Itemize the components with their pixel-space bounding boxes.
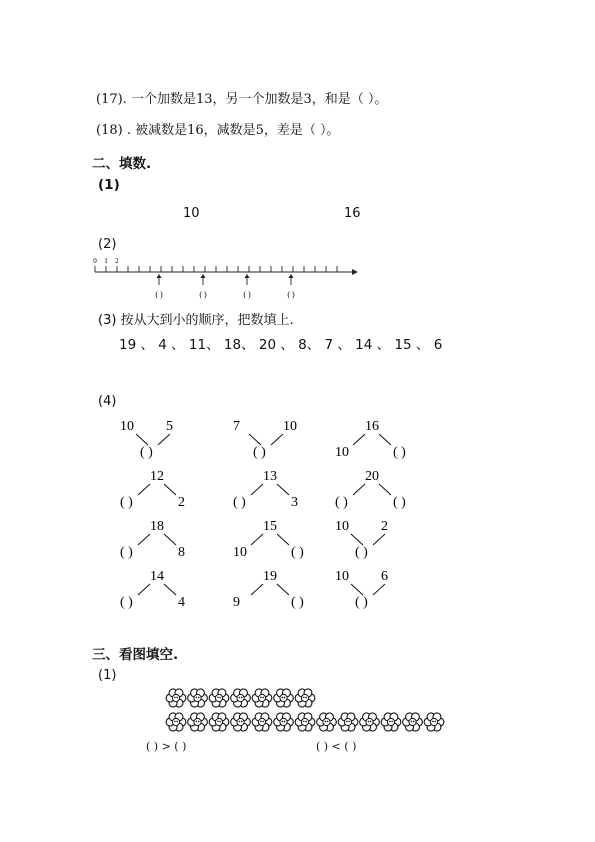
tree-branch [138,484,150,495]
number-tree [120,568,240,618]
flower-icon [166,689,186,707]
tree-right: ( ) [393,495,406,510]
question-17: (17). 一个加数是13，另一个加数是3，和是（ ）。 [96,92,388,107]
tree-part-a: 7 [233,419,240,434]
tree-branch [379,434,391,445]
tree-part-b: 10 [283,419,297,434]
tree-branch [277,584,289,595]
tree-result-blank: ( ) [355,595,368,610]
tree-branch [136,434,148,445]
flower-icon [252,713,272,731]
tree-branch [251,534,263,545]
flower-icon [252,689,272,707]
tree-result-blank: ( ) [140,445,153,460]
flower-icon [188,713,208,731]
number-line-pointer-head [201,274,206,278]
number-line-blank: ( ) [287,290,295,299]
tree-left: ( ) [120,595,133,610]
tree-top: 18 [150,519,164,534]
flower-icon [209,689,229,707]
tree-top: 20 [365,469,379,484]
tree-branch [158,434,170,445]
tree-right: 4 [178,595,185,610]
number-tree [120,418,240,468]
part-1-right-number: 16 [344,206,361,221]
tree-branch [353,484,365,495]
tree-right: 2 [178,495,185,510]
number-tree [335,468,455,518]
number-line-pointer-head [289,274,294,278]
tree-branch [373,584,385,595]
tree-branch [351,584,363,595]
number-line-pointer-head [245,274,250,278]
section-3-heading: 三、看图填空. [92,647,179,663]
flower-icon [295,713,315,731]
number-line-blank: ( ) [243,290,251,299]
number-tree [335,568,455,618]
part-1-left-number: 10 [183,206,200,221]
tree-left: ( ) [120,495,133,510]
tree-branch [379,484,391,495]
flower-icon [274,689,294,707]
compare-less: ( ) < ( ) [316,740,357,753]
tree-left: 10 [233,545,247,560]
tree-left: ( ) [233,495,246,510]
tree-left: 10 [335,445,349,460]
number-line-blank: ( ) [199,290,207,299]
flower-icon [295,689,315,707]
number-line-pointer-head [157,274,162,278]
tree-part-b: 6 [381,569,388,584]
tree-branch [164,534,176,545]
number-line-arrowhead [352,269,358,275]
tree-result-blank: ( ) [253,445,266,460]
tree-branch [138,534,150,545]
part-3-numbers: 19 、 4 、 11、 18、 20 、 8、 7 、 14 、 15 、 6 [119,337,443,353]
tree-part-b: 2 [381,519,388,534]
tree-branch [277,534,289,545]
compare-greater: ( ) > ( ) [146,740,187,753]
tree-branch [277,484,289,495]
tree-top: 14 [150,569,164,584]
flower-icon [360,713,380,731]
flower-icon [231,713,251,731]
part-3-label: (3) 按从大到小的顺序，把数填上. [98,313,294,328]
question-18: (18) . 被减数是16，减数是5，差是（ ）。 [96,123,340,138]
tree-branch [249,434,261,445]
number-line-tick-label: 1 [104,257,108,265]
tree-left: ( ) [120,545,133,560]
tree-top: 15 [263,519,277,534]
flower-icon [338,713,358,731]
number-line-blank: ( ) [155,290,163,299]
tree-top: 12 [150,469,164,484]
tree-branch [351,534,363,545]
tree-left: ( ) [335,495,348,510]
tree-right: ( ) [291,545,304,560]
flower-icon [166,713,186,731]
tree-right: 3 [291,495,298,510]
number-tree [335,518,455,568]
tree-branch [251,584,263,595]
number-tree [120,518,240,568]
flower-icon [209,713,229,731]
tree-right: ( ) [393,445,406,460]
tree-top: 16 [365,419,379,434]
number-line-tick-label: 2 [115,257,119,265]
part-2-label: (2) [98,237,117,252]
tree-right: ( ) [291,595,304,610]
flower-icon [381,713,401,731]
tree-result-blank: ( ) [355,545,368,560]
tree-branch [138,584,150,595]
section-2-heading: 二、填数. [92,156,152,172]
flower-icon [317,713,337,731]
tree-left: 9 [233,595,240,610]
tree-branch [164,484,176,495]
number-tree [335,418,455,468]
tree-top: 13 [263,469,277,484]
tree-part-a: 10 [120,419,134,434]
number-line-tick-label: 0 [93,257,97,265]
tree-part-a: 10 [335,569,349,584]
flower-icon [231,689,251,707]
flower-icon [424,713,444,731]
tree-branch [271,434,283,445]
part-1-label: (1) [98,177,120,193]
tree-part-b: 5 [166,419,173,434]
tree-branch [373,534,385,545]
tree-branch [164,584,176,595]
flower-icon [274,713,294,731]
tree-top: 19 [263,569,277,584]
tree-branch [353,434,365,445]
number-tree [120,468,240,518]
flower-icon [188,689,208,707]
tree-right: 8 [178,545,185,560]
tree-part-a: 10 [335,519,349,534]
flower-icon [403,713,423,731]
section-3-part-1-label: (1) [98,668,117,683]
part-4-label: (4) [98,394,117,409]
tree-branch [251,484,263,495]
